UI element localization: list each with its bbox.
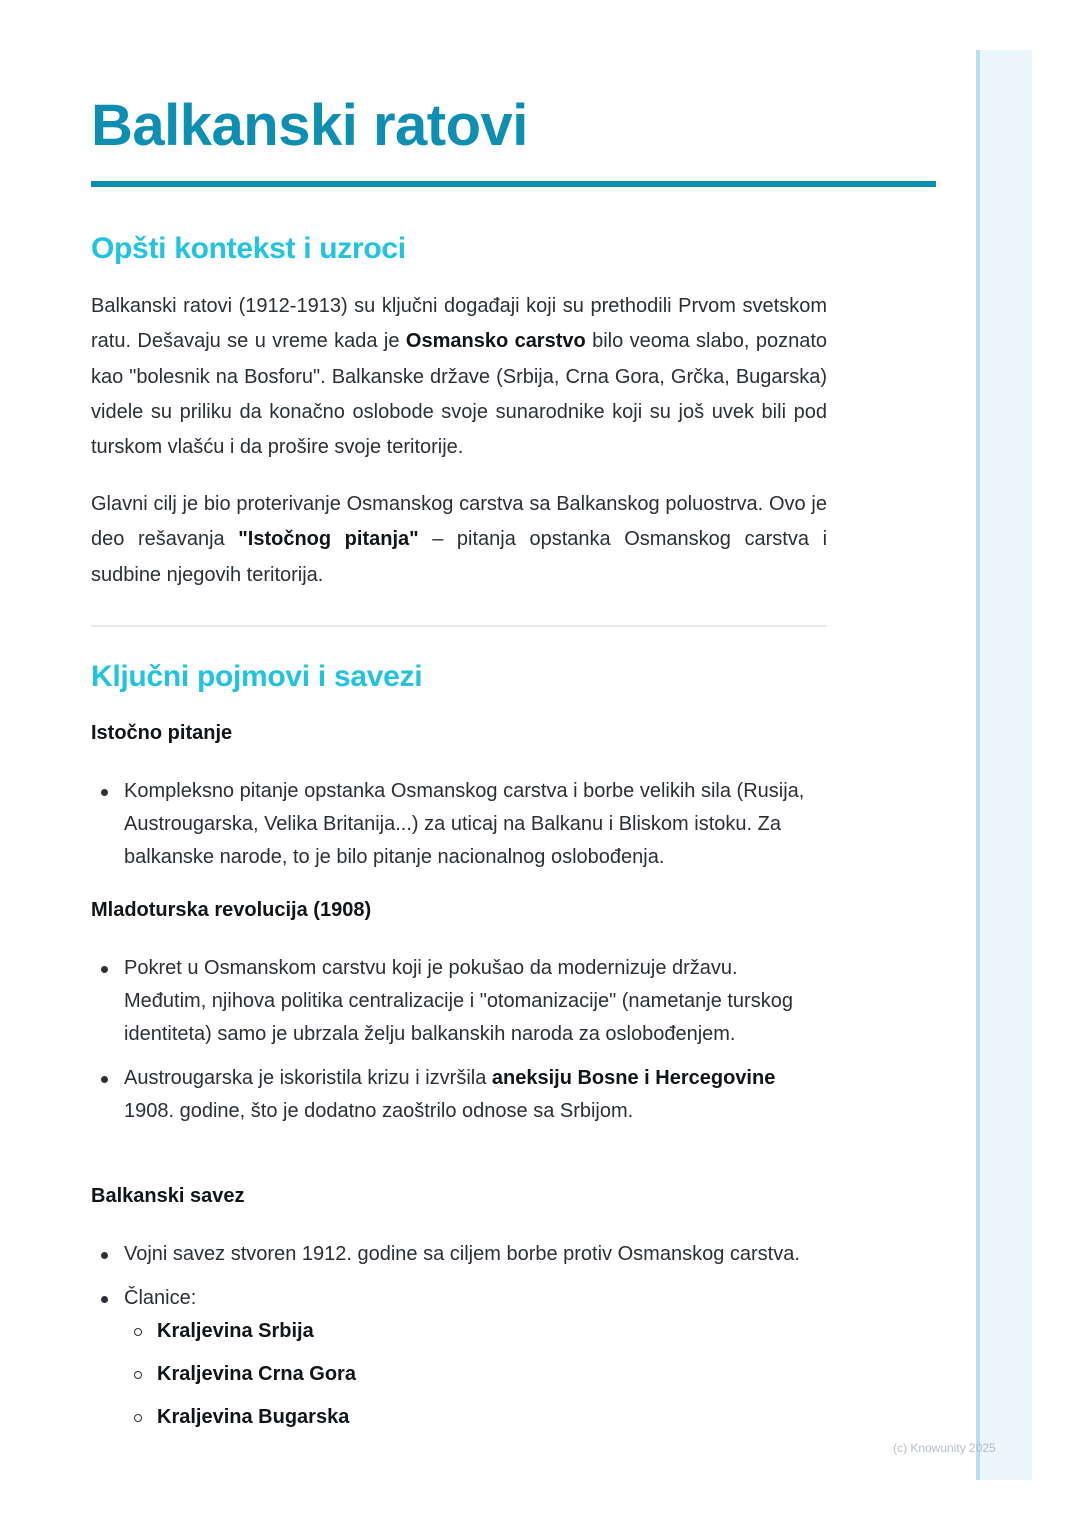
list-item: Pokret u Osmanskom carstvu koji je pokušao da modernizuje državu. Međutim, njihova politika centralizacije i "otomanizacije" (nametanje turskog identiteta) samo je ubrzala želju balkanskih naroda za oslobođenjem. [91,952,811,1051]
eastern-question-list [91,775,811,885]
context-paragraph-2 [91,487,827,593]
page-title: Balkanski ratovi [91,93,528,158]
section-heading-concepts: Ključni pojmovi i savezi [91,660,423,693]
section-heading-context: Opšti kontekst i uzroci [91,232,406,265]
text-run: bilo veoma slabo, poznato kao "bolesnik na Bosforu". Balkanske države (Srbija, Crna Gora, Grčka, Bugarska) videle su priliku da konačno oslobode svoje sunarodnike koji su još uvek bili pod turskom vlašću i da prošire svoje teritorije. [91,330,827,459]
text-run: 1908. godine, što je dodatno zaoštrilo odnose sa Srbijom. [124,1100,634,1122]
member-item: Kraljevina Crna Gora [124,1358,811,1391]
text-run: Austrougarska je iskoristila krizu i izvršila [124,1067,492,1089]
list-item: Kompleksno pitanje opstanka Osmanskog carstva i borbe velikih sila (Rusija, Austrougarska, Velika Britanija...) za uticaj na Balkanu i Bliskom istoku. Za balkanske narode, to je bilo pitanje nacionalnog oslobođenja. [91,775,811,874]
section-divider [91,625,827,627]
text-run: Glavni cilj je bio proterivanje Osmanskog carstva sa Balkanskog poluostrva. Ovo je deo rešavanja [91,493,827,551]
title-underline [91,181,936,187]
balkan-league-list [91,1238,811,1445]
text-run: – pitanja opstanka Osmanskog carstva i sudbine njegovih teritorija. [91,528,828,586]
member-item: Kraljevina Srbija [124,1315,811,1348]
side-panel [976,50,1032,1480]
list-item [91,1282,811,1434]
copyright-footer: (c) Knowunity 2025 [893,1441,996,1455]
bold-term: "Istočnog pitanja" [238,528,419,551]
members-sublist [124,1315,811,1434]
list-item: Vojni savez stvoren 1912. godine sa ciljem borbe protiv Osmanskog carstva. [91,1238,811,1271]
context-paragraph-1 [91,289,827,465]
text-run: Balkanski ratovi (1912-1913) su ključni događaji koji su prethodili Prvom svetskom ratu. Dešavaju se u vreme kada je [91,295,827,353]
young-turk-list [91,952,811,1139]
list-item [91,1062,811,1128]
subheading-balkan-league: Balkanski savez [91,1185,245,1207]
members-label: Članice: [124,1287,197,1309]
subheading-young-turk-revolution: Mladoturska revolucija (1908) [91,899,372,921]
bold-term: aneksiju Bosne i Hercegovine [491,1067,776,1089]
bold-term: Osmansko carstvo [405,330,586,353]
subheading-eastern-question: Istočno pitanje [91,722,233,744]
member-item: Kraljevina Bugarska [124,1401,811,1434]
